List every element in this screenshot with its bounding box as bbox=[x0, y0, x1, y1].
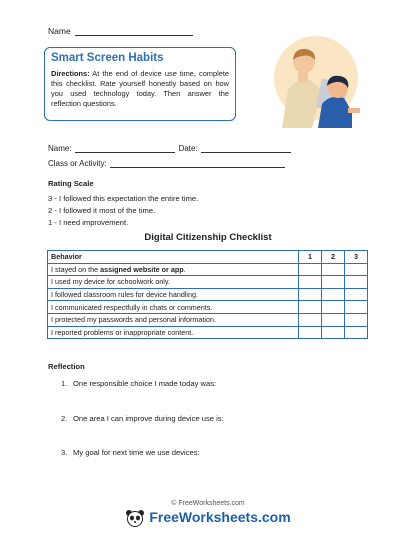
rating-box-1[interactable] bbox=[299, 326, 322, 339]
behavior-cell: I followed classroom rules for device handling. bbox=[48, 288, 299, 301]
class-line[interactable] bbox=[110, 160, 285, 168]
checklist-title: Digital Citizenship Checklist bbox=[144, 232, 272, 243]
directions-text bbox=[51, 69, 229, 109]
behavior-text-pre: I stayed on the bbox=[51, 264, 101, 274]
header-behavior: Behavior bbox=[48, 251, 299, 264]
rating-box-2[interactable] bbox=[322, 313, 345, 326]
rating-box-3[interactable] bbox=[345, 288, 368, 301]
parent-child-laptop-illustration bbox=[252, 32, 368, 128]
rating-box-1[interactable] bbox=[299, 301, 322, 314]
behavior-cell: I protected my passwords and personal information. bbox=[48, 313, 299, 326]
header-3: 3 bbox=[345, 251, 368, 264]
question-text: My goal for next time we use devices: bbox=[73, 448, 200, 457]
behavior-text-bold: assigned website or app bbox=[100, 264, 184, 274]
table-row bbox=[48, 301, 368, 314]
behavior-cell: I reported problems or inappropriate content. bbox=[48, 326, 299, 339]
question-number: 2. bbox=[61, 414, 68, 423]
footer-brand-text: FreeWorksheets.com bbox=[149, 509, 291, 525]
name-line[interactable] bbox=[75, 145, 175, 153]
question-text: One responsible choice I made today was: bbox=[73, 379, 217, 388]
behavior-cell bbox=[48, 263, 299, 276]
name-label: Name: bbox=[48, 144, 72, 153]
question-number: 1. bbox=[61, 379, 68, 388]
checklist-table bbox=[47, 250, 368, 339]
table-row bbox=[48, 313, 368, 326]
reflection-question-1 bbox=[61, 379, 216, 388]
rating-box-2[interactable] bbox=[322, 326, 345, 339]
rating-scale-list bbox=[48, 193, 198, 230]
rating-item: 3 - I followed this expectation the entire time. bbox=[48, 194, 199, 203]
rating-item: 1 - I need improvement. bbox=[48, 218, 129, 228]
rating-box-2[interactable] bbox=[322, 263, 345, 276]
table-row bbox=[48, 276, 368, 289]
rating-box-3[interactable] bbox=[345, 313, 368, 326]
reflection-question-2 bbox=[61, 414, 224, 423]
top-name-field bbox=[48, 26, 193, 36]
rating-box-2[interactable] bbox=[322, 288, 345, 301]
rating-box-2[interactable] bbox=[322, 276, 345, 289]
checklist-header-row bbox=[48, 251, 368, 264]
table-row bbox=[48, 263, 368, 276]
top-name-label: Name bbox=[48, 26, 71, 36]
rating-box-2[interactable] bbox=[322, 301, 345, 314]
rating-box-3[interactable] bbox=[345, 276, 368, 289]
name-date-row bbox=[48, 144, 291, 153]
worksheet-title: Smart Screen Habits bbox=[51, 52, 164, 64]
class-label: Class or Activity: bbox=[48, 159, 107, 168]
reflection-question-3 bbox=[61, 448, 200, 457]
behavior-cell: I used my device for schoolwork only. bbox=[48, 276, 299, 289]
rating-box-1[interactable] bbox=[299, 313, 322, 326]
table-row bbox=[48, 288, 368, 301]
rating-box-1[interactable] bbox=[299, 263, 322, 276]
directions-body: At the end of device use time, complete this checklist. Rate yourself honestly based on how you used technology today. Then answer the reflection questions. bbox=[51, 69, 229, 109]
top-name-line[interactable] bbox=[75, 27, 193, 36]
rating-box-3[interactable] bbox=[345, 301, 368, 314]
behavior-cell: I communicated respectfully in chats or comments. bbox=[48, 301, 299, 314]
rating-box-3[interactable] bbox=[345, 326, 368, 339]
rating-box-1[interactable] bbox=[299, 288, 322, 301]
date-line[interactable] bbox=[201, 145, 291, 153]
question-number: 3. bbox=[61, 448, 68, 457]
reflection-title: Reflection bbox=[48, 362, 85, 371]
behavior-text-post: . bbox=[183, 264, 186, 274]
header-2: 2 bbox=[322, 251, 345, 264]
footer-brand bbox=[0, 509, 416, 527]
rating-item: 2 - I followed it most of the time. bbox=[48, 206, 156, 216]
header-1: 1 bbox=[299, 251, 322, 264]
panda-logo-icon bbox=[125, 509, 145, 527]
rating-box-1[interactable] bbox=[299, 276, 322, 289]
class-row bbox=[48, 159, 285, 168]
rating-box-3[interactable] bbox=[345, 263, 368, 276]
footer-copyright: © FreeWorksheets.com bbox=[171, 500, 245, 507]
table-row bbox=[48, 326, 368, 339]
directions-card bbox=[44, 47, 236, 121]
directions-label: Directions: bbox=[51, 69, 90, 78]
question-text: One area I can improve during device use is: bbox=[73, 414, 224, 423]
date-label: Date: bbox=[178, 144, 198, 153]
rating-scale-title: Rating Scale bbox=[48, 179, 94, 188]
